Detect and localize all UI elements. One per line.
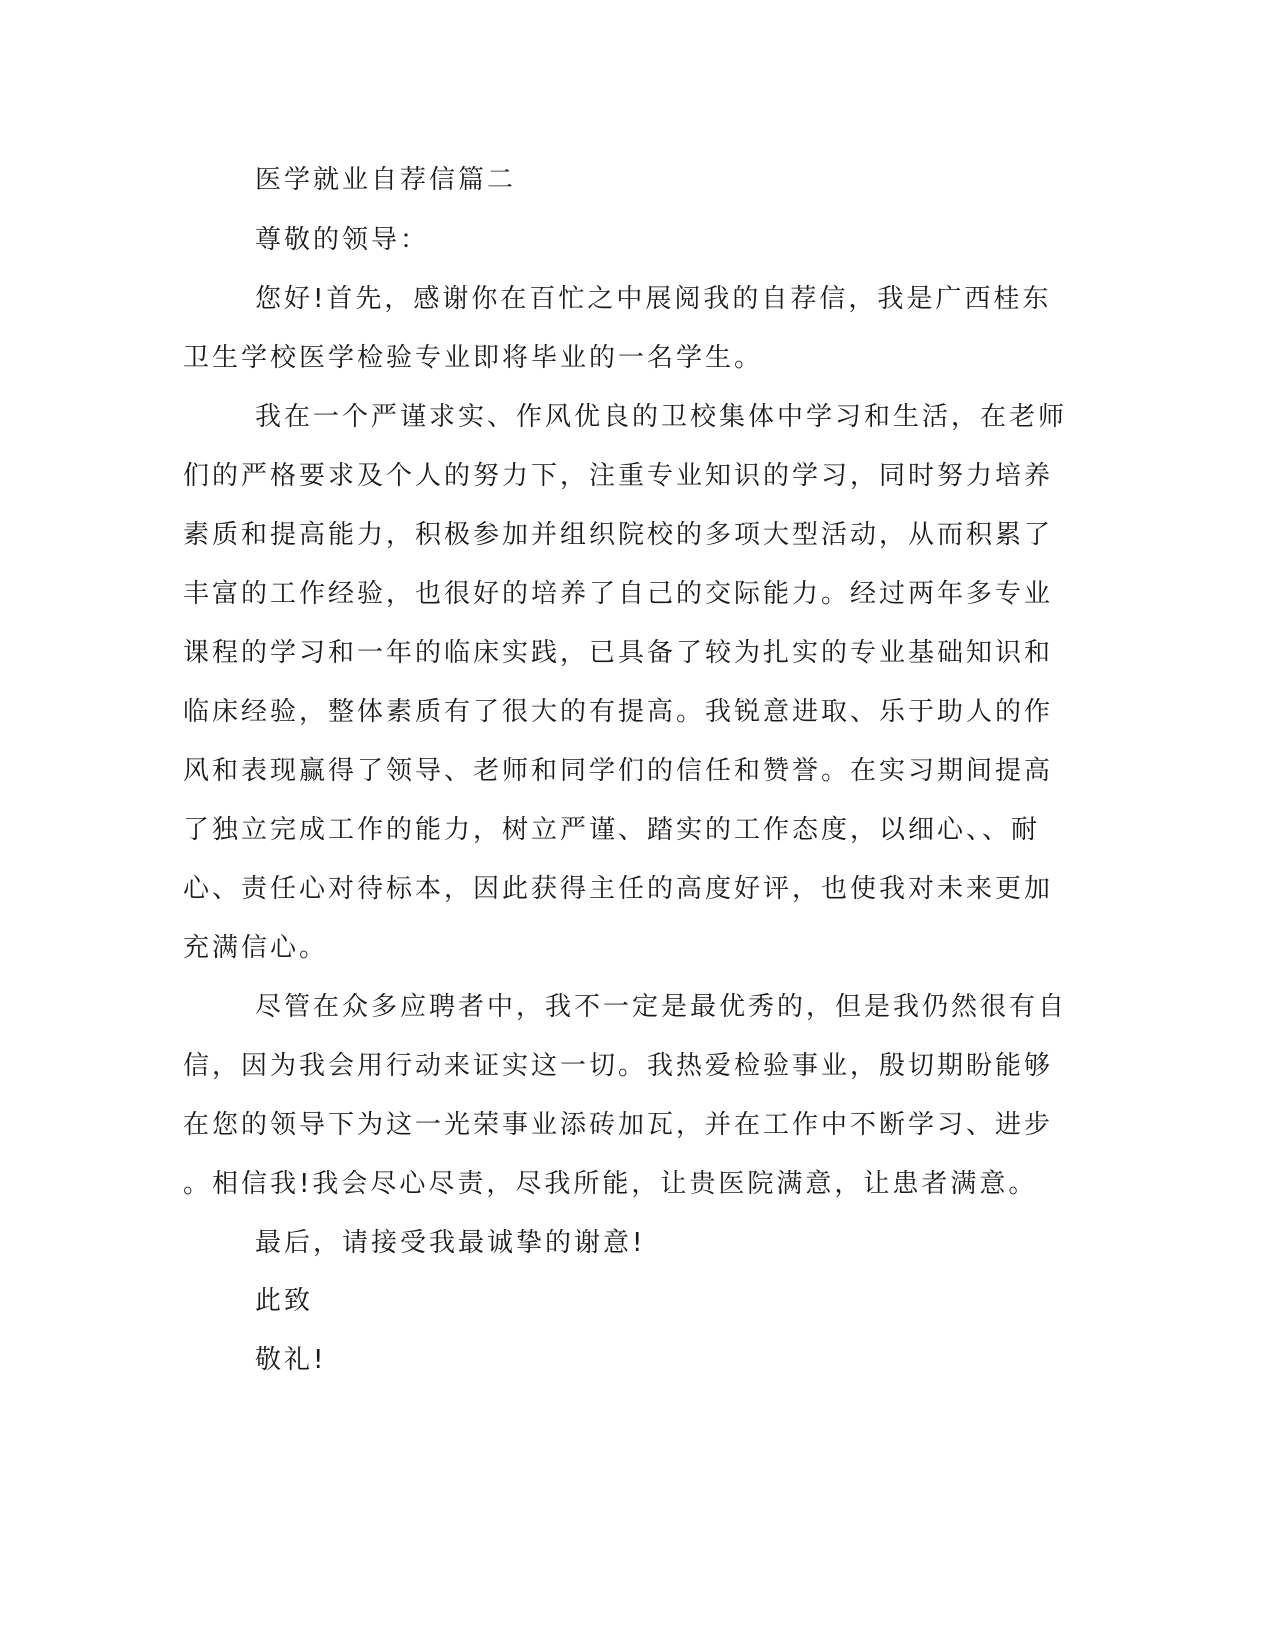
paragraph-line: 了独立完成工作的能力，树立严谨、踏实的工作态度，以细心、、耐 xyxy=(183,815,1041,845)
salutation: 尊敬的领导： xyxy=(255,225,430,255)
paragraph-line: 卫生学校医学检验专业即将毕业的一名学生。 xyxy=(183,343,764,373)
jingli-line: 敬礼! xyxy=(255,1345,327,1375)
paragraph-line: 在您的领导下为这一光荣事业添砖加瓦，并在工作中不断学习、进步 xyxy=(183,1110,1054,1140)
paragraph-line: 们的严格要求及个人的努力下，注重专业知识的学习，同时努力培养 xyxy=(183,461,1054,491)
paragraph-line: 充满信心。 xyxy=(183,933,329,963)
letter-title: 医学就业自荐信篇二 xyxy=(255,165,517,195)
paragraph-line: 风和表现赢得了领导、老师和同学们的信任和赞誉。在实习期间提高 xyxy=(183,756,1054,786)
paragraph-line: 丰富的工作经验，也很好的培养了自己的交际能力。经过两年多专业 xyxy=(183,579,1054,609)
paragraph-line: 素质和提高能力，积极参加并组织院校的多项大型活动，从而积累了 xyxy=(183,520,1054,550)
paragraph-line: 信，因为我会用行动来证实这一切。我热爱检验事业，殷切期盼能够 xyxy=(183,1051,1054,1081)
paragraph-line: 心、责任心对待标本，因此获得主任的高度好评，也使我对未来更加 xyxy=(183,874,1054,904)
paragraph-line: 临床经验，整体素质有了很大的有提高。我锐意进取、乐于助人的作 xyxy=(183,697,1054,727)
paragraph-line: 尽管在众多应聘者中，我不一定是最优秀的，但是我仍然很有自 xyxy=(255,992,1068,1022)
paragraph-line: 您好!首先，感谢你在百忙之中展阅我的自荐信，我是广西桂东 xyxy=(255,284,1052,314)
zhici-line: 此致 xyxy=(255,1286,314,1316)
paragraph-line: 我在一个严谨求实、作风优良的卫校集体中学习和生活，在老师 xyxy=(255,402,1068,432)
paragraph-line: 课程的学习和一年的临床实践，已具备了较为扎实的专业基础知识和 xyxy=(183,638,1054,668)
closing-line: 最后，请接受我最诚挚的谢意! xyxy=(255,1228,646,1258)
paragraph-line: 。相信我!我会尽心尽责，尽我所能，让贵医院满意，让患者满意。 xyxy=(183,1169,1038,1199)
